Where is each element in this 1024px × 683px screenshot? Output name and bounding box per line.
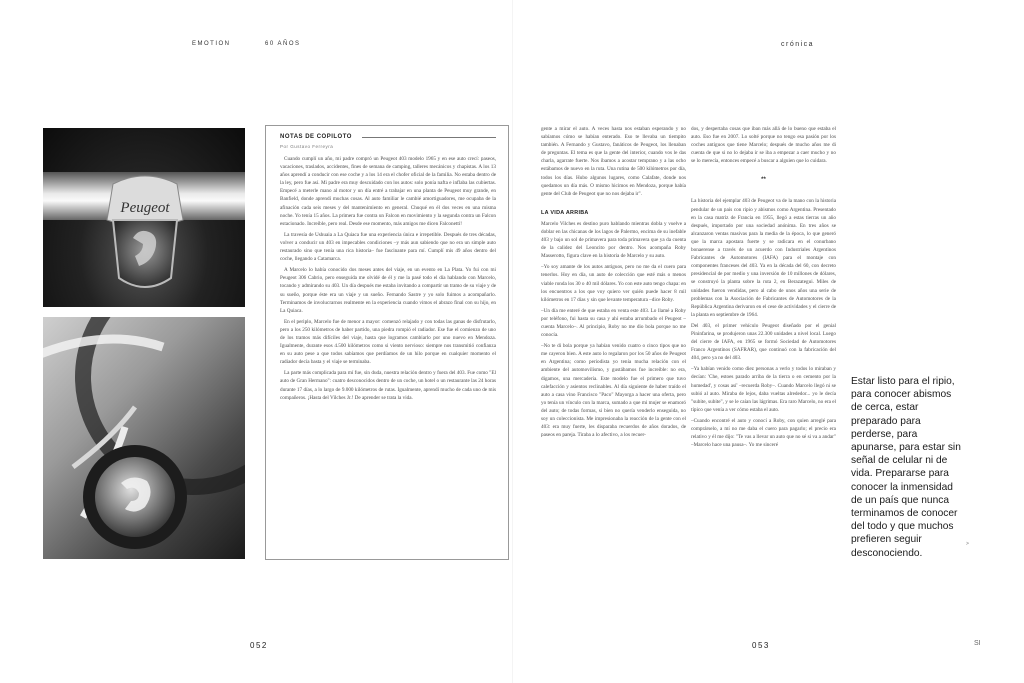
sidebar-byline: Por Gustavo Ferreyra [280, 144, 334, 149]
article-subhead: LA VIDA ARRIBA [541, 209, 589, 216]
corner-badge: SI [974, 640, 981, 647]
peugeot-emblem-svg [43, 128, 245, 307]
folio-left: 052 [250, 641, 268, 650]
peugeot-emblem-photo [43, 128, 245, 307]
steering-wheel-svg [43, 317, 245, 559]
article-paragraph: –Ya habían venido como diez personas a verlo y todos lo miraban y decían: 'Che, estoes parado arriba de la tierra o en cemento por la humedad', y cosas así' –recuerda Roby–. Cuando Marcelo llegó ni se subió al auto. Miraba de lejos, daba vueltas alrededor... yo le decía "subite, subite", y se le caían las lágrimas. Era raro Marcelo, no era el típico que venía a ver cómo estaba el auto. [691, 366, 836, 413]
sidebar-paragraph: Cuando cumplí un año, mi padre compró un Peugeot 403 modelo 1965 y en ese auto crecí: paseos, vacaciones, traslados, accidentes, fines de semana de camping, talleres mecánicos y chapistas. A los 13 años aprendí a conducir con ese coche y a los 14 era el chofer oficial de la familia. No estaba dentro de la ley, pero fue así. Mi padre era muy descuidado con los autos: solo ponía nafta e inflaba las cubiertas. Empecé a meterle mano al motor y un día entré a trabajar en una planta de Peugeot muy grande, en Banfield, donde aprendí muchas cosas. Al auto familiar le cambié amortiguadores, me ocupaba de la afinación cada seis meses y del mantenimiento en general. Chuqué en él dos veces en una misma noche. Yo tenía 15 años. La primera fue contra un Falcon en movimiento y la segunda contra un Falcon estacionado. Increíble, pero real. Desde ese momento, más amigos me dicen Falconetti! [280, 156, 496, 227]
steering-wheel-photo [43, 317, 245, 559]
article-paragraph: Del 403, el primer vehículo Peugeot diseñado por el genial Pininfarina, se produjeron unas 22.300 unidades a nivel local. Luego del cierre de IAFA, en 1965 se formó Sociedad de Automotores Franco Argentinos (SAFRAR), que continuó con la fabricación del 404, pero ya no del 403. [691, 322, 836, 362]
page-gutter [512, 0, 513, 683]
sidebar-title: NOTAS DE COPILOTO [280, 134, 352, 140]
article-paragraph: –Un día me enteré de que estaba en venta este 403. Lo llamé a Roby por teléfono, fui hasta su casa y ahí estaba arrumbado el Peugeot –cuenta Marcelo–. Al principio, Roby no me dio bola porque no me conocía. [541, 307, 686, 339]
sidebar-title-rule [362, 137, 496, 138]
article-paragraph: dos, y despertaba cosas que iban más allá de lo bueno que estaba el auto. Eso fue en 2007. Lo solté porque no tengo esa pasión por los coches antiguos que tiene Marcelo; después de mucho años me di cuenta de que si no lo dejaba ir se iba a empezar a caer mucho y no se lo merecía, entonces empecé a buscar a alguien que lo cuidara. [691, 126, 836, 165]
article-paragraph: La historia del ejemplar 403 de Peugeot va de la mano con la historia pendular de un país con ripio y abismos como Argentina. Presentado en la casa matriz de Francia en 1955, llegó a estas tierras un año después, importado por una sociedad anónima. En tres años se alcanzaron ventas masivas para la media de la época, lo que generó que la marca apostara fuerte y se radicara en el conurbano bonaerense a través de un acuerdo con Industriales Argentinos Fabricantes de Automotores (IAFA) para el montaje con componentes franceses del 403. Ya en la década del 60, con decreto presidencial de por medio y una inversión de 10 millones de dólares, se construyó la planta sobre la ruta 2, en Berazategui. Miles de unidades fueron vendidas, pero al cabo de unos años una serie de problemas con la Asociación de Fabricantes de Automotores de la República Argentina derivaron en el cese de actividades y el cierre de la planta en septiembre de 1964. [691, 198, 836, 318]
article-column-1 [541, 125, 686, 565]
folio-right: 053 [752, 641, 770, 650]
article-paragraph: –Cuando encontré el auto y conocí a Roby, con quien arreglé para comprárselo, a mí no me daba el cuero para pagarlo; el precio era relativo y él me dijo: "Te vas a llevar un auto que no sé si va a andar" –Marcelo hace una pausa–. Yo me sinceré [691, 417, 836, 449]
sidebar-paragraph: La travesía de Ushuaia a La Quiaca fue una experiencia única e irrepetible. Después de tres décadas, volver a conducir un 403 en impecables condiciones –y más aun sabiendo que no era un simple auto restaurado sino que tenía una rica historia– fue fascinante para mí. Cumplí mis 49 años dentro del coche, llegando a Catamarca. [280, 231, 496, 263]
sidebar-paragraph: En el periplo, Marcelo fue de menor a mayor: comenzó relajado y con todas las ganas de disfrutarlo, pero a los 250 kilómetros de haber partido, una piedra rompió el radiador. Ese fue el comienzo de uno de los tramos más difíciles del viaje, hasta que logramos cambiarlo por uno nuevo en Mendoza. Igualmente, durante esos 4.500 kilómetros como si viento nervioso: siempre nos transmitió confianza en su auto pese a que todos sabíamos que perdíamos de un hilo porque en cualquier momento el radiador decía basta y el viaje se terminaba. [280, 318, 496, 366]
header-section: EMOTION [192, 41, 231, 47]
header-right: crónica [781, 41, 815, 48]
sidebar-title-row [280, 134, 496, 140]
article-paragraph: Marcelo Vilches es destino puro hablando mientras dobla y vuelve a doblar en las chicanas de los lagos de Palermo, encima de su inefable 403 y bajo un sol de primavera para toda primavera que ya da cuenta de la calidez del Leoncito por dentro. Nos acompaña Roby Masserotto, figura clave en la historia de Marcelo y su auto. [541, 220, 686, 260]
sidebar-box [265, 125, 509, 560]
sidebar-paragraph: La parte más complicada para mí fue, sin duda, nuestra relación dentro y fuera del 403. Fue como "El auto de Gran Hermano": cuatro desconocidos dentro de un coche, un hotel o un restaurante las 24 horas durante 17 días, a lo largo de 9.000 kilómetros de rutas. Igualmente, aprendí mucho de cada uno de mis compañeros. ¡Hasta del Vilches Jr.! De aprender se trata la vida. [280, 370, 496, 401]
sidebar-paragraph: A Marcelo lo había conocido dos meses antes del viaje, en un evento en La Plata. Yo fui con mi Peugeot 306 Cabrio, pero enseguida me olvidé de él y me la pasé todo el día hablando con Marcelo, tocando y admirando su 403. Un día después me estaba invitando a compartir un tramo de su viaje y de su sueño, porque éste era un viaje y un sueño. Fernando Sastre y yo solo fuimos a acompañarlo. Terminamos de involucrarnos realmente en la experiencia cuando vimos el abrazo final con su hijo, en La Quiaca. [280, 267, 496, 314]
article-paragraph: –No te di bola porque ya habían venido cuatro o cinco tipos que no me cayeron bien. A este auto lo regalaron por los 50 años de Peugeot en Argentina; como periodista yo tenía mucha relación con el ambiente del automovilismo, y gustábamos fue increíble: no era, digamos, una mercadería. Este modelo fue el primero que tuvo calefacción y asientos reclinables. Al día siguiente de haber traído el auto a casa vino Francisco "Paco" Mayorga a hacer una oferta, pero yo tenía un vínculo con la marca, sumado a que mi mujer se enamoró del auto; de todas formas, si bien no quería venderlo enseguida, no soy un coleccionista. Me impresionaba la reacción de la gente con el 403: era muy fuerte, les disparaba recuerdos de años dorados, de paseos en pareja. Tiraba a lo afectivo, a los recuer- [541, 343, 686, 439]
section-break-stars: ** [761, 177, 766, 184]
pull-quote: Estar listo para el ripio, para conocer abismos de cerca, estar preparado para perderse, para apunarse, para estar sin señal de celular ni de vida. Prepararse para conocer la inmensidad de un país que nunca terminamos de conocer del todo y que muchos prefieren seguir desconociendo. [851, 376, 961, 559]
side-mark: > [966, 541, 969, 547]
article-column-2 [691, 125, 836, 565]
header-subsection: 60 AÑOS [265, 41, 301, 47]
article-paragraph: –Yo soy amante de los autos antiguos, pero no me da el cuero para tenerlos. Hoy en día, un auto de colección que esté más o menos viable ronda los 30 o 40 mil dólares. Yo con este auto tengo chapa: en los encuentros a los que voy quiero ver quién puede hacer 8 mil kilómetros en 17 días y sin que levante temperatura –dice Roby. [541, 264, 686, 303]
article-paragraph: gente a mirar el auto. A veces hasta nos estaban esperando y no sabíamos cómo se habían enterado. Eso te llevaba un tiempito también. A Fernando y Gustavo, fanáticos de Peugeot, los llenaban de preguntas. El tema es que la gente del interior, cuando vos le das charla, agarrate fuerte. Nos íbamos a acostar temprano y a las ocho estábamos de nuevo en la ruta. Una rutina de 500 kilómetros por día, todos los días. Hubo algunos lugares, como Calafate, donde nos quedamos un día más. O mismo hicimos en Mendoza, porque había gente del Club de Peugeot que no nos dejaba ir". [541, 126, 686, 197]
svg-text:Peugeot: Peugeot [120, 200, 170, 216]
